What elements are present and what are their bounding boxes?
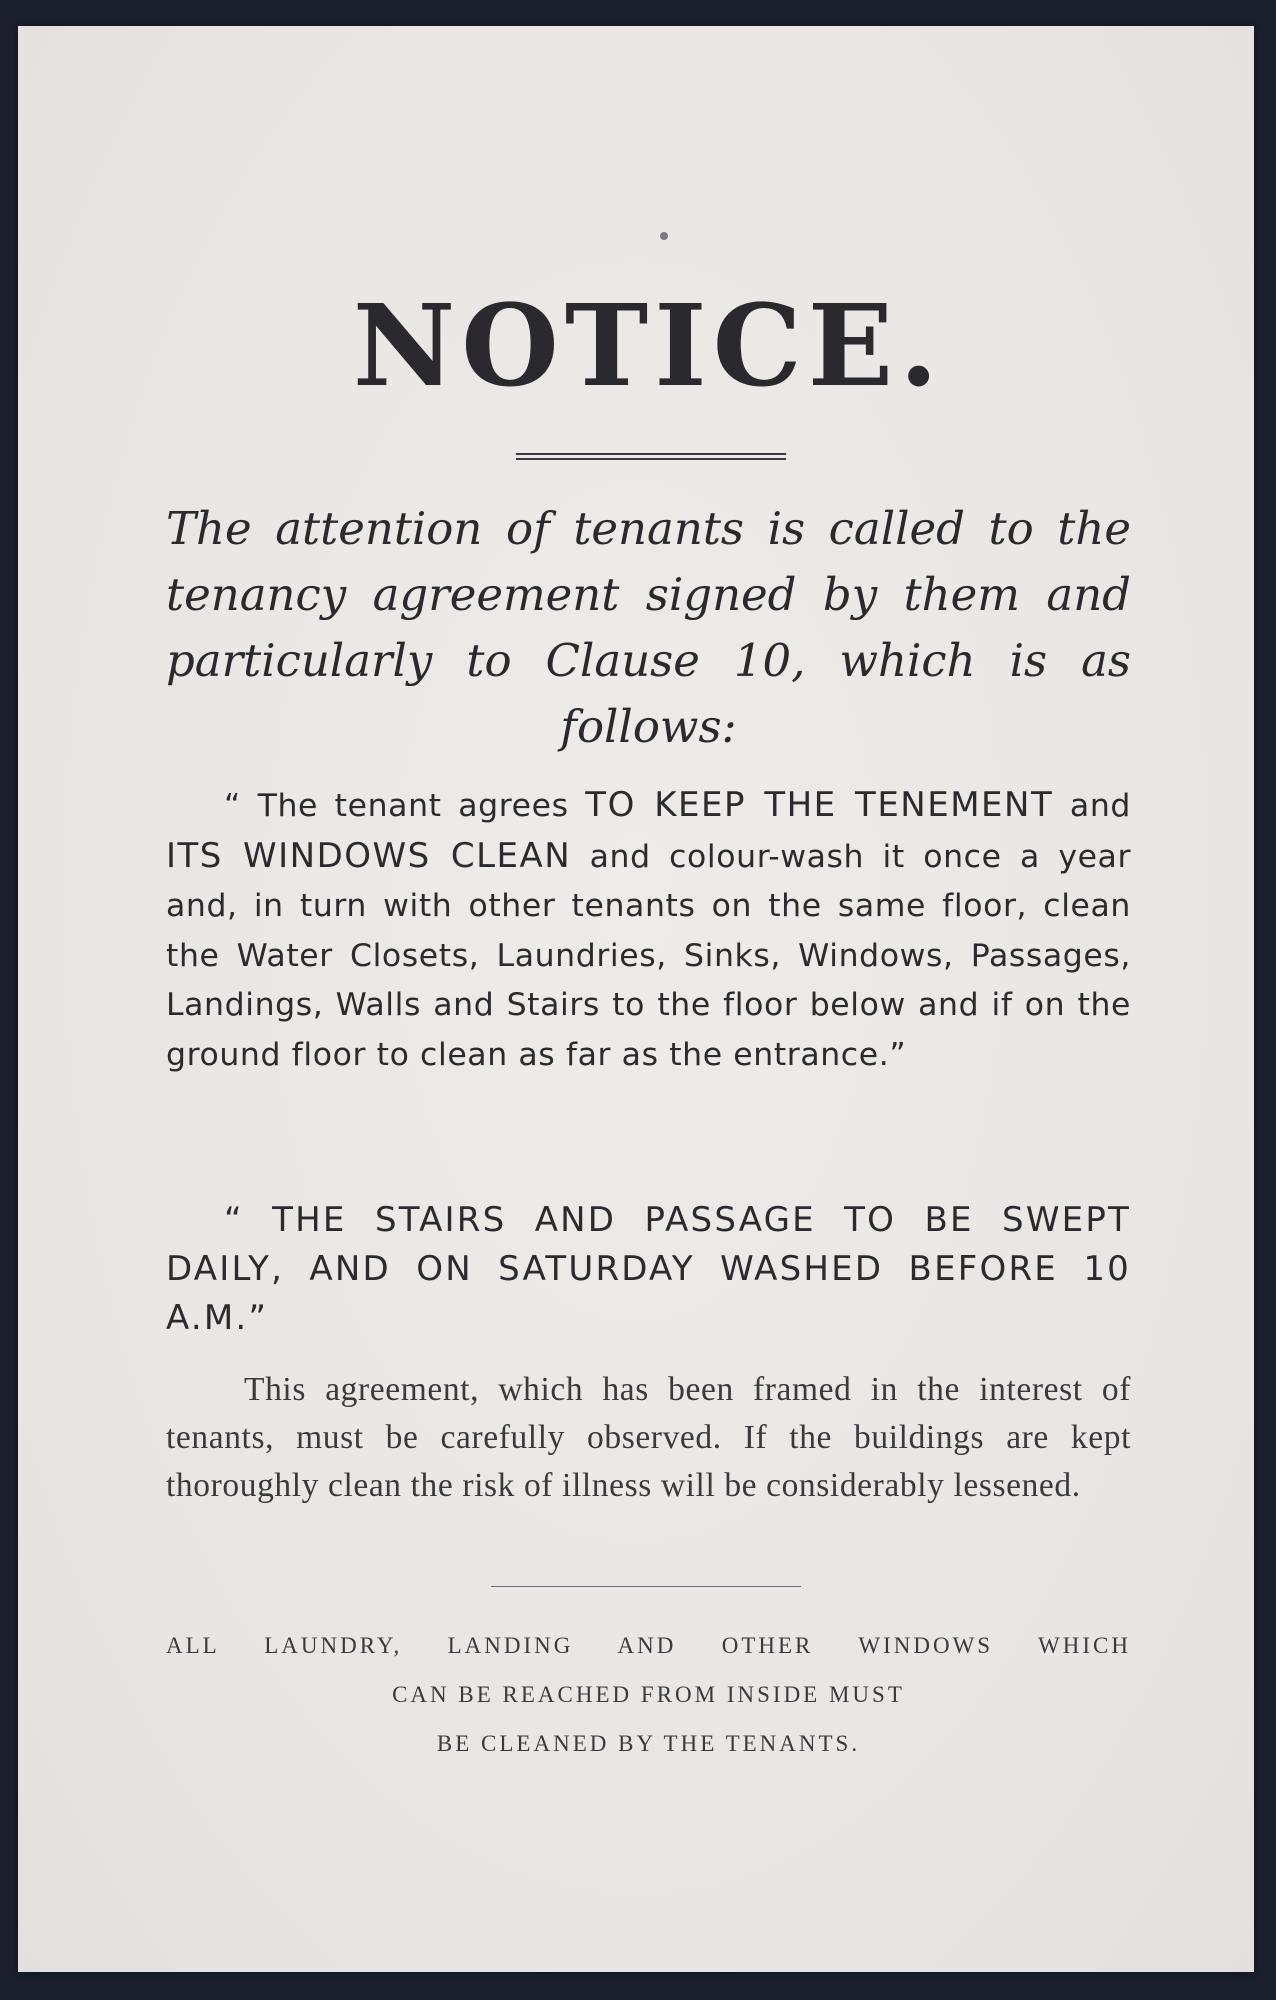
stairs-paragraph <box>166 1196 1131 1343</box>
footer-line-3: BE CLEANED BY THE TENANTS. <box>436 1731 861 1756</box>
clause-10-paragraph <box>166 781 1131 1080</box>
clause-open: “ The tenant agrees <box>224 788 586 824</box>
footer-line-1: ALL LAUNDRY, LANDING AND OTHER WINDOWS WHICH <box>166 1633 1131 1658</box>
notice-title: NOTICE. <box>352 281 945 412</box>
footer-line-2: CAN BE REACHED FROM INSIDE MUST <box>392 1682 905 1707</box>
footer-windows-note <box>166 1621 1131 1768</box>
agreement-paragraph <box>166 1366 1131 1510</box>
title-double-rule <box>516 453 786 460</box>
agreement-text: This agreement, which has been framed in the interest of tenants, must be carefully observed. If the buildings are kept thoroughly clean the risk of illness will be considerably lessened. <box>166 1371 1131 1504</box>
clause-caps-windows-clean: ITS WINDOWS CLEAN <box>166 835 572 876</box>
intro-paragraph: The attention of tenants is called to the tenancy agreement signed by them and particularly to Clause 10, which is as follows: <box>166 502 1131 753</box>
stairs-text: “ THE STAIRS AND PASSAGE TO BE SWEPT DAILY, AND ON SATURDAY WASHED BEFORE 10 A.M.” <box>166 1200 1131 1338</box>
section-divider <box>491 1586 801 1587</box>
paper-speck <box>660 232 668 240</box>
clause-rest: and colour-wash it once a year and, in turn with other tenants on the same floor, clean the Water Closets, Laundries, Sinks, Windows, Passages, Landings, Walls and Stairs to the floor below and if on the ground floor to clean as far as the entrance.” <box>166 838 1131 1073</box>
clause-and: and <box>1053 788 1131 824</box>
notice-sheet <box>18 26 1254 1972</box>
clause-caps-keep-tenement: TO KEEP THE TENEMENT <box>585 785 1054 825</box>
